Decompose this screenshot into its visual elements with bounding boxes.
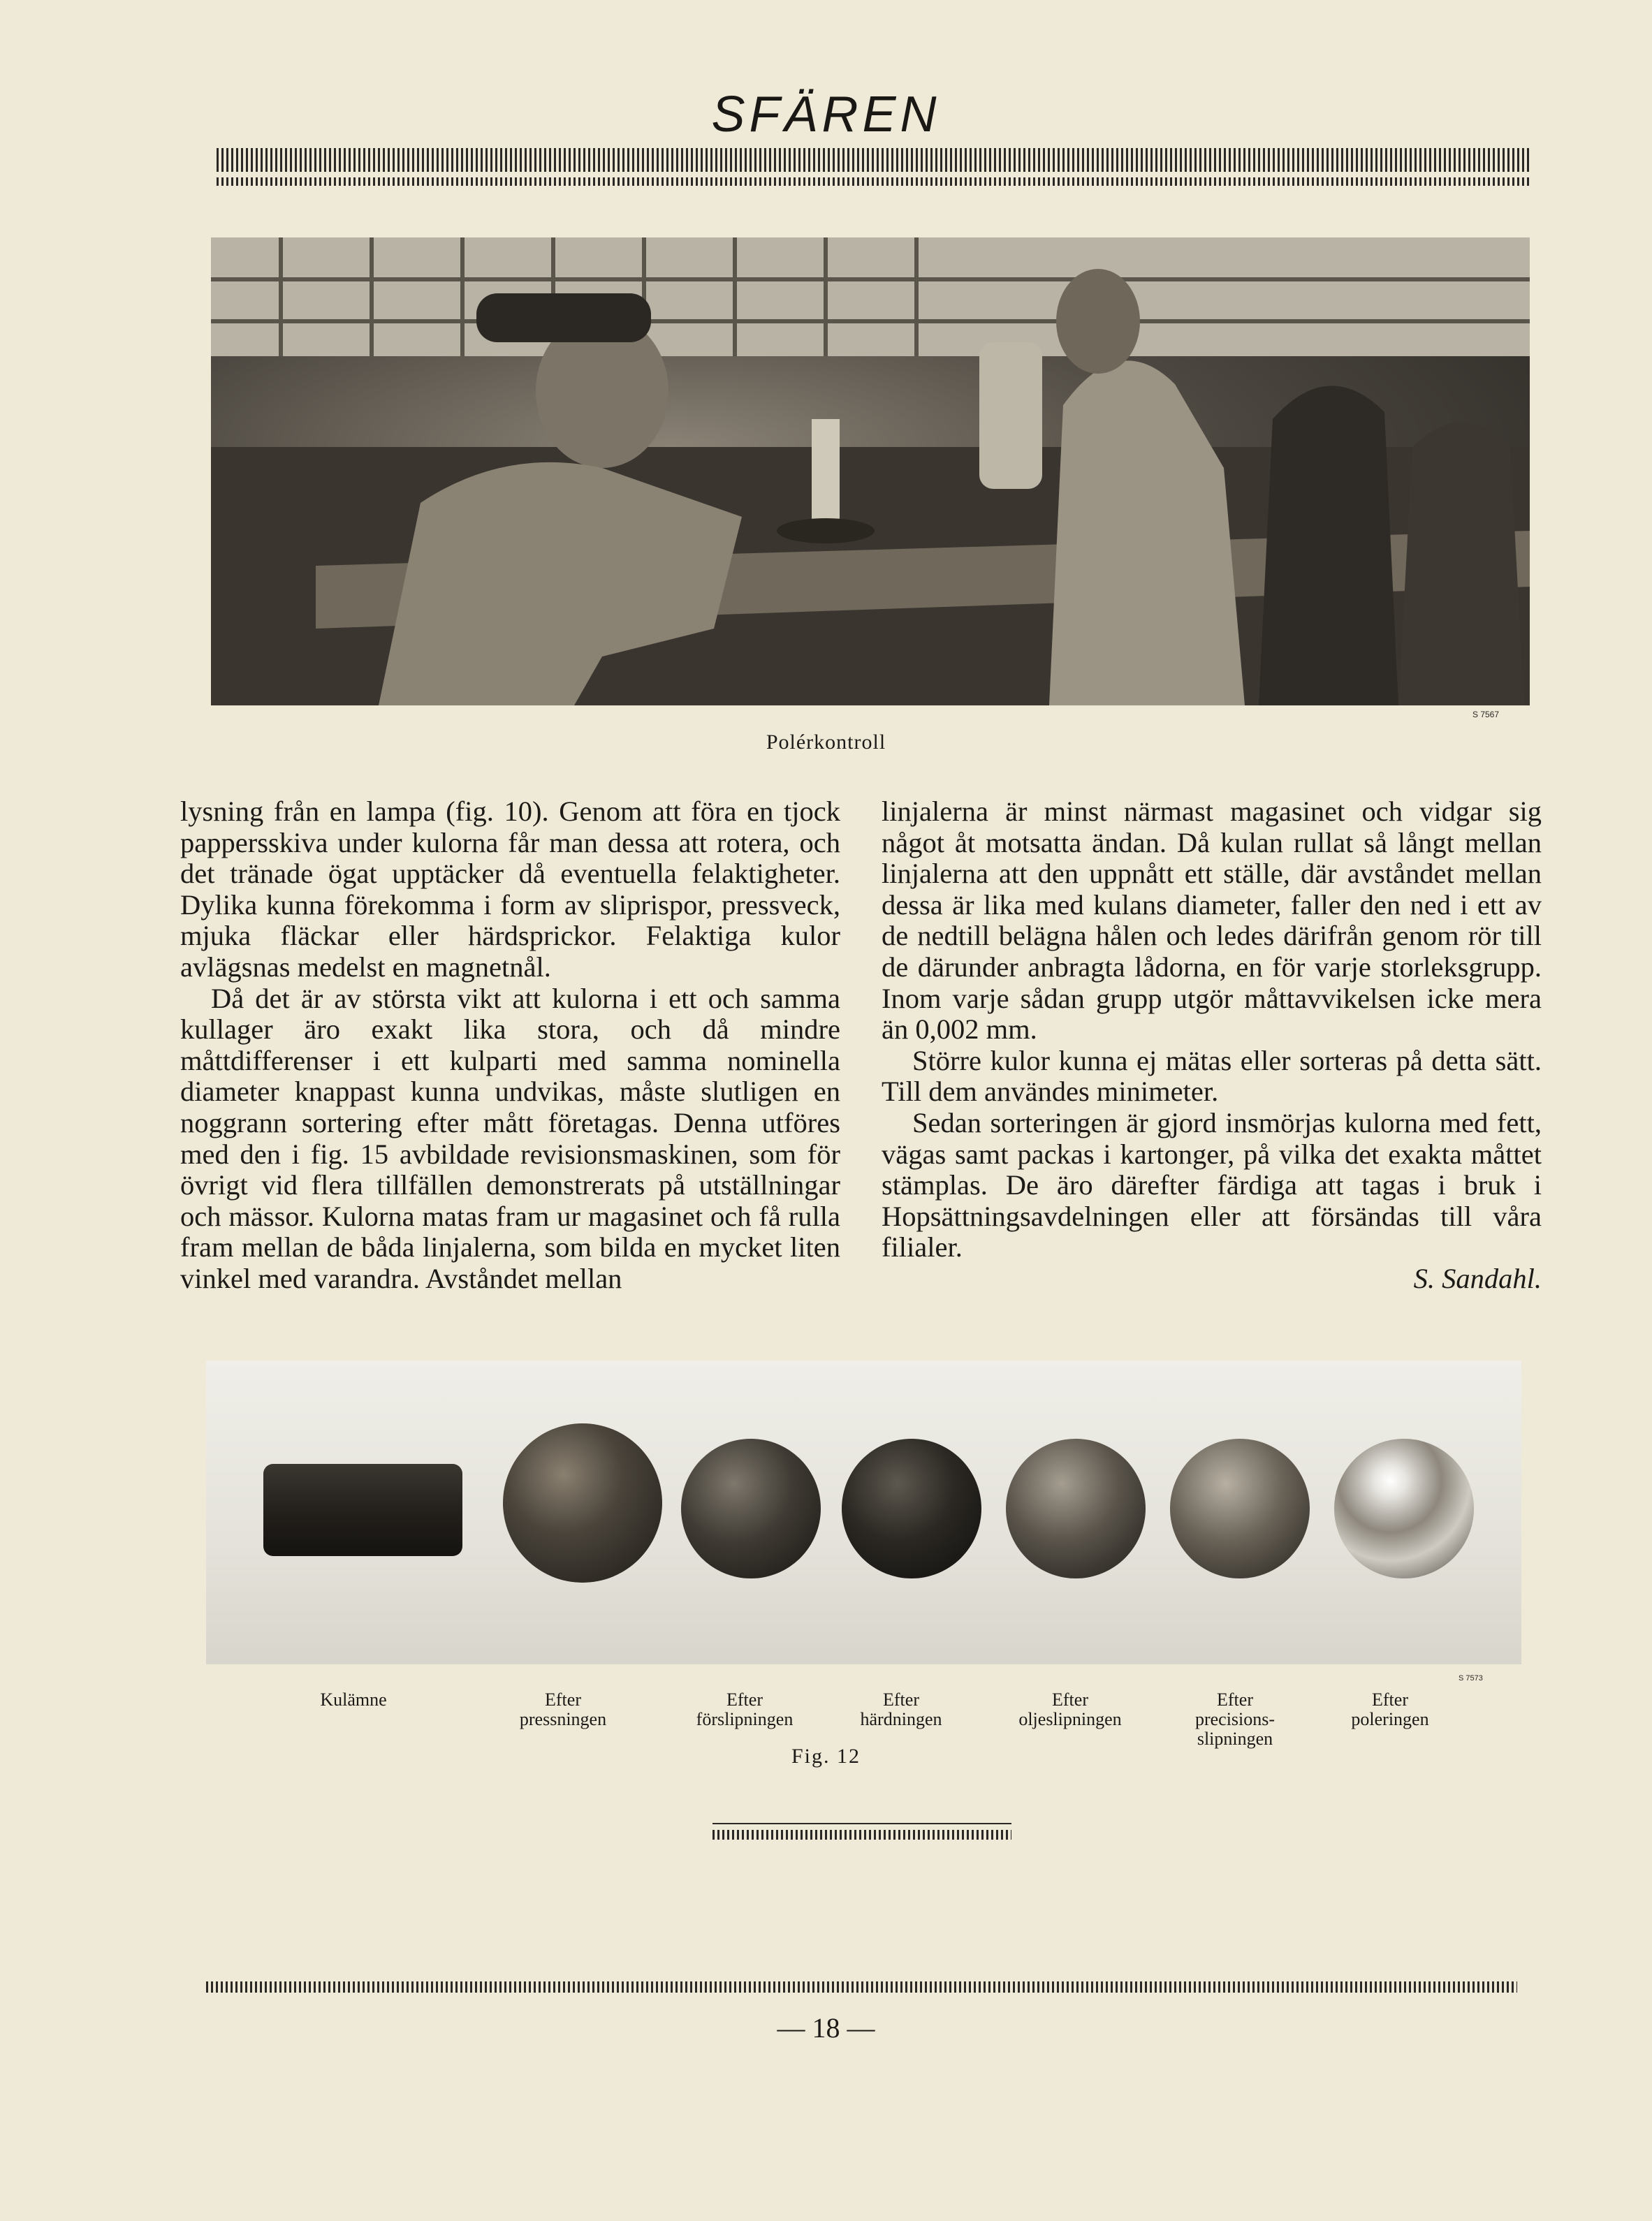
stage-label: Efter förslipningen: [696, 1689, 794, 1729]
measuring-instrument: [812, 419, 840, 531]
page-number: — 18 —: [777, 2012, 875, 2044]
ball-blank: [263, 1464, 462, 1556]
right-column: [882, 796, 1542, 1295]
ball-pressed: [503, 1423, 662, 1583]
footer-rule: [712, 1823, 1011, 1824]
second-worker: [1049, 360, 1245, 705]
magazine-title: SFÄREN: [711, 87, 941, 142]
author-signature: S. Sandahl.: [1413, 1262, 1542, 1294]
worker-cap: [476, 293, 651, 342]
photo-number: S 7573: [1459, 1674, 1483, 1683]
stage-label: Efter oljeslipningen: [1018, 1689, 1122, 1729]
ball-preground: [681, 1439, 821, 1578]
paragraph: Sedan sorteringen är gjord insmörjas kulorna med fett, vägas samt packas i kartonger, på vilka det exakta måttet stämplas. De äro därefter färdiga att tagas i bruk i Hopsättningsavdelningen eller att försändas till våra filialer.: [882, 1106, 1542, 1263]
ball-oil-ground: [1006, 1439, 1146, 1578]
header-rule: [217, 148, 1531, 172]
windows: [211, 237, 1530, 356]
stage-label: Kulämne: [320, 1689, 387, 1710]
ball-precision-ground: [1170, 1439, 1310, 1578]
fourth-worker: [1398, 423, 1524, 705]
photo-caption: Polérkontroll: [766, 731, 886, 754]
stage-label: Efter pressningen: [519, 1689, 607, 1729]
stage-label: Efter precisions- slipningen: [1194, 1689, 1275, 1749]
paragraph: linjalerna är minst närmast magasinet och vidgar sig något åt motsatta ändan. Då kulan rullat så långt mellan linjalerna att den uppnått ett ställe, där avståndet mellan dessa är lika med kulans diameter, faller den ned i ett av de nedtill belägna hålen och ledes därifrån genom rör till de därunder anbragta lådorna, en för varje storleksgrupp. Inom varje sådan grupp utgör måttavvikelsen icke mera än 0,002 mm.: [882, 796, 1542, 1046]
header-rule-thin: [217, 177, 1531, 186]
left-column: [180, 796, 840, 1295]
bottom-rule: [206, 1981, 1517, 1993]
paragraph: Större kulor kunna ej mätas eller sorteras på detta sätt. Till dem användes minimeter.: [882, 1044, 1542, 1108]
ball-stages-photo: [206, 1361, 1521, 1664]
ball-stack: [979, 342, 1042, 489]
ball-hardened: [842, 1439, 981, 1578]
paragraph: Då det är av största vikt att kulorna i ett och samma kullager äro exakt lika stora, och då mindre måttdifferenser i ett kulparti med samma nominella diameter knappast kunna undvikas, måste slutligen en noggrann sortering efter mått företagas. Denna utföres med den i fig. 15 avbildade revisionsmaskinen, som för övrigt vid flera tillfällen demonstrerats på utställningar och mässor. Kulorna matas fram ur magasinet och få rulla fram mellan de båda linjalerna, som bilda en mycket liten vinkel med varandra. Avståndet mellan: [180, 982, 840, 1294]
stage-label: Efter härdningen: [860, 1689, 942, 1729]
third-worker: [1259, 386, 1398, 705]
figure-caption: Fig. 12: [791, 1745, 861, 1768]
ball-polished: [1334, 1439, 1474, 1578]
paragraph: lysning från en lampa (fig. 10). Genom att föra en tjock pappersskiva under kulorna får man dessa att rotera, och det tränade ögat upptäcker då eventuella felaktigheter. Dylika kunna förekomma i form av sliprispor, pressveck, mjuka fläckar eller härdsprickor. Felaktiga kulor avlägsnas medelst en magnetnål.: [180, 796, 840, 983]
workshop-photo-illustration: [211, 237, 1530, 705]
stage-label: Efter poleringen: [1351, 1689, 1429, 1729]
workshop-photo: [211, 237, 1530, 705]
footer-rule-hatch: [712, 1830, 1011, 1840]
photo-number: S 7567: [1472, 710, 1500, 719]
